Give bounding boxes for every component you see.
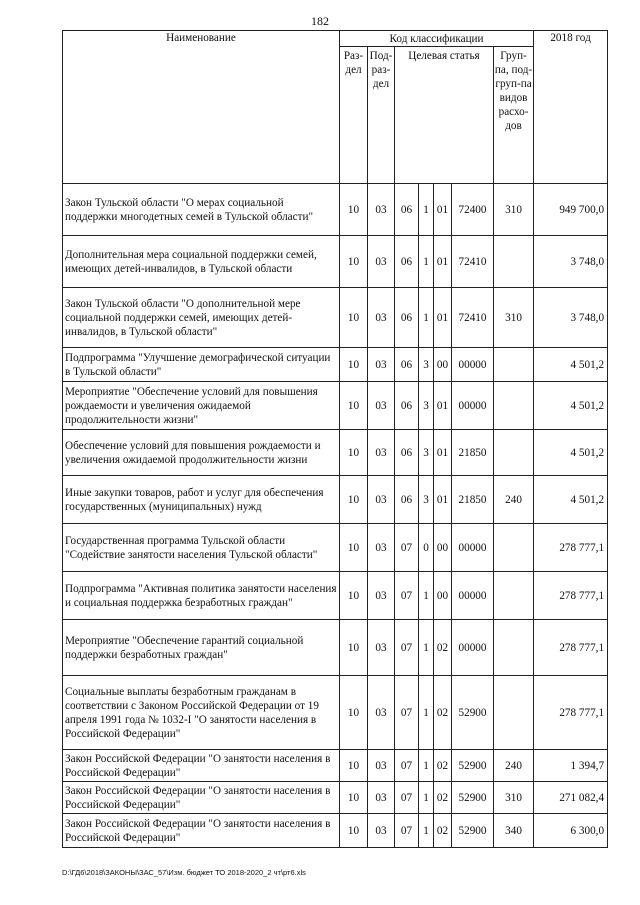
table-row [63, 572, 608, 620]
cell-pr: 03 [368, 382, 395, 430]
cell-cs1: 07 [395, 524, 419, 572]
cell-rz: 10 [340, 348, 368, 382]
cell-pr: 03 [368, 430, 395, 476]
cell-pr: 03 [368, 184, 395, 236]
table-row [63, 288, 608, 348]
table-row [63, 750, 608, 782]
cell-name: Мероприятие "Обеспечение условий для повышения рождаемости и увеличения ожидаемой продолжительности жизни" [63, 382, 340, 430]
cell-cs3: 01 [434, 236, 452, 288]
cell-cs3: 00 [434, 572, 452, 620]
table-row [63, 236, 608, 288]
header-razdel: Раз-дел [340, 47, 368, 184]
cell-cs2: 1 [419, 288, 434, 348]
cell-name: Закон Тульской области "О мерах социальной поддержки многодетных семей в Тульской области" [63, 184, 340, 236]
cell-cs4: 52900 [452, 676, 494, 750]
header-group: Груп-па, под-груп-па видов расхо-дов [494, 47, 534, 184]
cell-cs2: 1 [419, 572, 434, 620]
table-row [63, 382, 608, 430]
cell-rz: 10 [340, 236, 368, 288]
cell-rz: 10 [340, 620, 368, 676]
table-row [63, 676, 608, 750]
cell-cs3: 00 [434, 348, 452, 382]
cell-cs4: 21850 [452, 476, 494, 524]
header-name: Наименование [63, 31, 340, 184]
cell-amount: 4 501,2 [534, 382, 608, 430]
header-target: Целевая статья [395, 47, 494, 184]
cell-cs4: 72410 [452, 236, 494, 288]
cell-cs2: 1 [419, 236, 434, 288]
cell-rz: 10 [340, 430, 368, 476]
cell-pr: 03 [368, 288, 395, 348]
cell-cs2: 1 [419, 814, 434, 848]
cell-rz: 10 [340, 572, 368, 620]
cell-amount: 278 777,1 [534, 524, 608, 572]
header-podrazdel: Под-раз-дел [368, 47, 395, 184]
cell-cs2: 1 [419, 184, 434, 236]
cell-cs2: 1 [419, 620, 434, 676]
cell-amount: 6 300,0 [534, 814, 608, 848]
cell-amount: 3 748,0 [534, 288, 608, 348]
cell-cs2: 1 [419, 676, 434, 750]
cell-cs2: 3 [419, 430, 434, 476]
cell-cs3: 02 [434, 814, 452, 848]
table-row [63, 348, 608, 382]
cell-vr [494, 348, 534, 382]
cell-vr [494, 430, 534, 476]
cell-vr: 340 [494, 814, 534, 848]
cell-cs4: 00000 [452, 382, 494, 430]
cell-vr [494, 382, 534, 430]
cell-name: Иные закупки товаров, работ и услуг для обеспечения государственных (муниципальных) нужд [63, 476, 340, 524]
cell-amount: 271 082,4 [534, 782, 608, 814]
cell-cs2: 0 [419, 524, 434, 572]
cell-cs3: 00 [434, 524, 452, 572]
cell-cs1: 06 [395, 184, 419, 236]
cell-name: Подпрограмма "Улучшение демографической ситуации в Тульской области" [63, 348, 340, 382]
cell-rz: 10 [340, 476, 368, 524]
cell-pr: 03 [368, 676, 395, 750]
cell-cs1: 06 [395, 288, 419, 348]
cell-amount: 949 700,0 [534, 184, 608, 236]
cell-pr: 03 [368, 620, 395, 676]
table-row [63, 476, 608, 524]
cell-vr [494, 676, 534, 750]
table-row [63, 620, 608, 676]
cell-name: Закон Российской Федерации "О занятости населения в Российской Федерации" [63, 814, 340, 848]
cell-amount: 4 501,2 [534, 348, 608, 382]
table-row [63, 184, 608, 236]
cell-cs4: 21850 [452, 430, 494, 476]
cell-cs1: 07 [395, 782, 419, 814]
cell-amount: 3 748,0 [534, 236, 608, 288]
cell-cs4: 52900 [452, 750, 494, 782]
cell-pr: 03 [368, 476, 395, 524]
cell-cs1: 06 [395, 476, 419, 524]
cell-rz: 10 [340, 676, 368, 750]
cell-pr: 03 [368, 814, 395, 848]
cell-cs1: 07 [395, 676, 419, 750]
cell-vr [494, 236, 534, 288]
cell-cs4: 00000 [452, 348, 494, 382]
cell-amount: 1 394,7 [534, 750, 608, 782]
cell-vr: 310 [494, 782, 534, 814]
cell-cs1: 06 [395, 382, 419, 430]
cell-cs4: 00000 [452, 524, 494, 572]
cell-cs2: 3 [419, 476, 434, 524]
file-path-footer: D:\ГД6\2018\ЗАКОНЫ\ЗАС_57\Изм. бюджет ТО 2018-2020_2 чт\рт6.xls [62, 868, 306, 877]
budget-table [62, 30, 608, 848]
table-row [63, 782, 608, 814]
cell-vr [494, 620, 534, 676]
cell-name: Обеспечение условий для повышения рождаемости и увеличения ожидаемой продолжительности жизни [63, 430, 340, 476]
cell-rz: 10 [340, 814, 368, 848]
cell-cs3: 01 [434, 476, 452, 524]
cell-cs4: 00000 [452, 572, 494, 620]
cell-rz: 10 [340, 750, 368, 782]
cell-cs4: 52900 [452, 814, 494, 848]
cell-pr: 03 [368, 348, 395, 382]
table-row [63, 524, 608, 572]
cell-name: Подпрограмма "Активная политика занятости населения и социальная поддержка безработных граждан" [63, 572, 340, 620]
cell-name: Дополнительная мера социальной поддержки семей, имеющих детей-инвалидов, в Тульской области [63, 236, 340, 288]
cell-cs1: 06 [395, 430, 419, 476]
cell-cs3: 02 [434, 782, 452, 814]
cell-cs1: 07 [395, 620, 419, 676]
cell-rz: 10 [340, 782, 368, 814]
cell-name: Закон Тульской области "О дополнительной мере социальной поддержки семей, имеющих детей-инвалидов, в Тульской области" [63, 288, 340, 348]
cell-vr: 240 [494, 750, 534, 782]
cell-cs3: 01 [434, 184, 452, 236]
cell-amount: 278 777,1 [534, 572, 608, 620]
cell-rz: 10 [340, 524, 368, 572]
cell-amount: 278 777,1 [534, 676, 608, 750]
cell-name: Государственная программа Тульской области "Содействие занятости населения Тульской области" [63, 524, 340, 572]
cell-vr: 310 [494, 184, 534, 236]
cell-pr: 03 [368, 236, 395, 288]
cell-name: Социальные выплаты безработным гражданам в соответствии с Законом Российской Федерации от 19 апреля 1991 года № 1032-I "О занятости населения в Российской Федерации" [63, 676, 340, 750]
cell-rz: 10 [340, 382, 368, 430]
cell-cs3: 02 [434, 620, 452, 676]
table-row [63, 814, 608, 848]
header-code: Код классификации [340, 31, 534, 47]
cell-cs1: 07 [395, 814, 419, 848]
cell-amount: 4 501,2 [534, 476, 608, 524]
cell-pr: 03 [368, 572, 395, 620]
cell-cs2: 1 [419, 750, 434, 782]
cell-cs4: 00000 [452, 620, 494, 676]
table-row [63, 430, 608, 476]
cell-cs1: 07 [395, 750, 419, 782]
cell-cs4: 72400 [452, 184, 494, 236]
page-number: 182 [311, 14, 329, 28]
cell-cs3: 01 [434, 430, 452, 476]
cell-name: Мероприятие "Обеспечение гарантий социальной поддержки безработных граждан" [63, 620, 340, 676]
cell-cs1: 07 [395, 572, 419, 620]
cell-rz: 10 [340, 288, 368, 348]
cell-rz: 10 [340, 184, 368, 236]
cell-cs1: 06 [395, 348, 419, 382]
cell-pr: 03 [368, 524, 395, 572]
header-year: 2018 год [534, 31, 608, 184]
cell-name: Закон Российской Федерации "О занятости населения в Российской Федерации" [63, 782, 340, 814]
cell-cs1: 06 [395, 236, 419, 288]
cell-vr [494, 572, 534, 620]
cell-cs2: 3 [419, 382, 434, 430]
cell-name: Закон Российской Федерации "О занятости населения в Российской Федерации" [63, 750, 340, 782]
cell-cs2: 3 [419, 348, 434, 382]
cell-vr: 240 [494, 476, 534, 524]
cell-cs4: 72410 [452, 288, 494, 348]
cell-vr: 310 [494, 288, 534, 348]
cell-amount: 4 501,2 [534, 430, 608, 476]
cell-pr: 03 [368, 782, 395, 814]
cell-cs3: 01 [434, 382, 452, 430]
cell-cs4: 52900 [452, 782, 494, 814]
cell-cs2: 1 [419, 782, 434, 814]
cell-cs3: 02 [434, 676, 452, 750]
cell-pr: 03 [368, 750, 395, 782]
cell-cs3: 02 [434, 750, 452, 782]
cell-vr [494, 524, 534, 572]
cell-cs3: 01 [434, 288, 452, 348]
cell-amount: 278 777,1 [534, 620, 608, 676]
